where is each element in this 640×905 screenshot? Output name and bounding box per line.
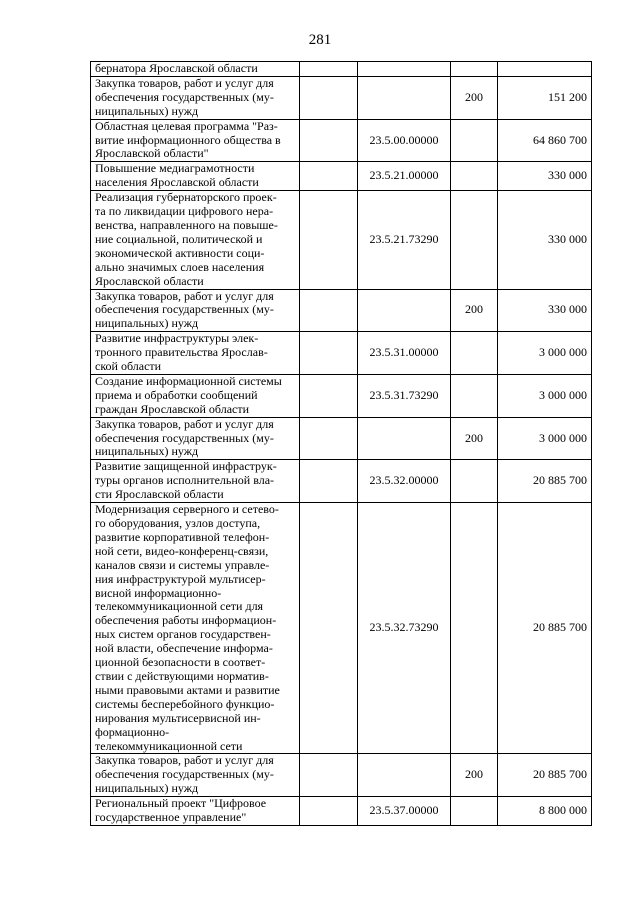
- cell-department: [300, 332, 358, 375]
- cell-target-code: 23.5.21.73290: [358, 191, 451, 289]
- cell-amount: 64 860 700: [498, 119, 592, 162]
- table-row: [91, 374, 592, 417]
- cell-department: [300, 289, 358, 332]
- cell-target-code: 23.5.00.00000: [358, 119, 451, 162]
- cell-amount: 330 000: [498, 162, 592, 191]
- cell-amount: 151 200: [498, 76, 592, 119]
- budget-table: [90, 61, 592, 826]
- cell-name: Модернизация серверного и сетево- го оборудования, узлов доступа, развитие корпоративной телефон- ной сети, видео-конференц-связи, каналов связи и системы управле- ния инфраструктурой мультисер- висной информационно- телекоммуникационной сети для обеспечения работы информацион- ных систем органов государствен- ной власти, обеспечение информа- ционной безопасности в соответ- ствии с действующими норматив- ными правовыми актами и развитие системы бесперебойного функцио- нирования мультисервисной ин- формационно- телекоммуникационной сети: [91, 503, 300, 754]
- cell-amount: 8 800 000: [498, 797, 592, 826]
- cell-expense-type: [451, 119, 498, 162]
- cell-target-code: 23.5.21.00000: [358, 162, 451, 191]
- cell-target-code: 23.5.31.00000: [358, 332, 451, 375]
- cell-amount: 3 000 000: [498, 417, 592, 460]
- page-number: 281: [308, 32, 332, 48]
- cell-name: Развитие инфраструктуры элек- тронного правительства Ярослав- ской области: [91, 332, 300, 375]
- cell-target-code: [358, 417, 451, 460]
- cell-expense-type: [451, 503, 498, 754]
- cell-department: [300, 797, 358, 826]
- table-row: [91, 62, 592, 77]
- cell-amount: 20 885 700: [498, 754, 592, 797]
- table-row: [91, 289, 592, 332]
- table-row: [91, 76, 592, 119]
- table-row: [91, 162, 592, 191]
- cell-name: Развитие защищенной инфраструк- туры органов исполнительной вла- сти Ярославской области: [91, 460, 300, 503]
- cell-target-code: 23.5.32.73290: [358, 503, 451, 754]
- cell-expense-type: 200: [451, 76, 498, 119]
- cell-name: Закупка товаров, работ и услуг для обеспечения государственных (му- ниципальных) нужд: [91, 417, 300, 460]
- table-row: [91, 754, 592, 797]
- cell-expense-type: 200: [451, 754, 498, 797]
- cell-target-code: [358, 76, 451, 119]
- cell-expense-type: [451, 797, 498, 826]
- cell-amount: 3 000 000: [498, 374, 592, 417]
- cell-department: [300, 503, 358, 754]
- cell-department: [300, 754, 358, 797]
- cell-expense-type: [451, 162, 498, 191]
- cell-department: [300, 460, 358, 503]
- cell-department: [300, 76, 358, 119]
- budget-table-body: [91, 62, 592, 826]
- cell-department: [300, 374, 358, 417]
- cell-expense-type: [451, 332, 498, 375]
- cell-target-code: [358, 289, 451, 332]
- cell-name: Областная целевая программа "Раз- витие информационного общества в Ярославской области": [91, 119, 300, 162]
- table-row: [91, 503, 592, 754]
- cell-name: бернатора Ярославской области: [91, 62, 300, 77]
- table-row: [91, 797, 592, 826]
- cell-amount: [498, 62, 592, 77]
- cell-target-code: 23.5.37.00000: [358, 797, 451, 826]
- cell-expense-type: 200: [451, 289, 498, 332]
- cell-target-code: [358, 62, 451, 77]
- cell-amount: 20 885 700: [498, 460, 592, 503]
- cell-expense-type: [451, 191, 498, 289]
- table-row: [91, 460, 592, 503]
- cell-name: Повышение медиаграмотности населения Ярославской области: [91, 162, 300, 191]
- cell-name: Закупка товаров, работ и услуг для обеспечения государственных (му- ниципальных) нужд: [91, 289, 300, 332]
- table-row: [91, 417, 592, 460]
- cell-amount: 3 000 000: [498, 332, 592, 375]
- cell-department: [300, 162, 358, 191]
- table-row: [91, 332, 592, 375]
- cell-department: [300, 62, 358, 77]
- cell-amount: 330 000: [498, 289, 592, 332]
- cell-expense-type: [451, 374, 498, 417]
- cell-target-code: 23.5.32.00000: [358, 460, 451, 503]
- cell-department: [300, 417, 358, 460]
- cell-amount: 330 000: [498, 191, 592, 289]
- cell-name: Реализация губернаторского проек- та по ликвидации цифрового нера- венства, направленного на повыше- ние социальной, политической и экономической активности соци- ально значимых слоев населения Ярославской области: [91, 191, 300, 289]
- table-row: [91, 119, 592, 162]
- cell-expense-type: [451, 62, 498, 77]
- cell-target-code: [358, 754, 451, 797]
- cell-amount: 20 885 700: [498, 503, 592, 754]
- cell-department: [300, 191, 358, 289]
- cell-name: Закупка товаров, работ и услуг для обеспечения государственных (му- ниципальных) нужд: [91, 754, 300, 797]
- cell-department: [300, 119, 358, 162]
- cell-target-code: 23.5.31.73290: [358, 374, 451, 417]
- cell-name: Создание информационной системы приема и обработки сообщений граждан Ярославской области: [91, 374, 300, 417]
- cell-expense-type: 200: [451, 417, 498, 460]
- cell-name: Региональный проект "Цифровое государственное управление": [91, 797, 300, 826]
- cell-name: Закупка товаров, работ и услуг для обеспечения государственных (му- ниципальных) нужд: [91, 76, 300, 119]
- table-row: [91, 191, 592, 289]
- cell-expense-type: [451, 460, 498, 503]
